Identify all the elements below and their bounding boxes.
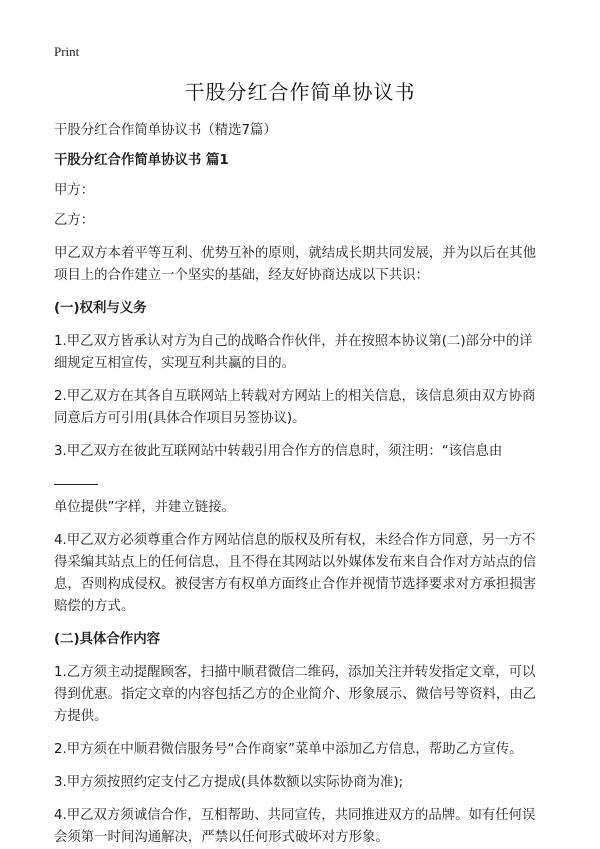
party-a-label: 甲方： xyxy=(54,183,95,198)
paragraph-line: 得到优惠。指定文章的内容包括乙方的企业简介、形象展示、微信号等资料，由乙 xyxy=(54,687,537,702)
section-1-item-2 xyxy=(54,386,554,430)
paragraph-line: 单位提供”字样，并建立链接。 xyxy=(54,500,236,515)
paragraph-line: 会须第一时间沟通解决，严禁以任何形式破坏对方形象。 xyxy=(54,830,389,845)
section-1-item-4 xyxy=(54,530,554,618)
document-title: 干股分红合作简单协议书 xyxy=(184,80,416,104)
paragraph-line: 项目上的合作建立一个坚实的基础，经友好协商达成以下共识： xyxy=(54,268,429,283)
print-link[interactable]: Print xyxy=(54,44,80,59)
section-2-item-4 xyxy=(54,805,554,849)
paragraph-line: 3.甲乙双方在彼此互联网站中转载引用合作方的信息时，须注明：“该信息由 xyxy=(54,444,503,459)
section-1-heading: (一)权利与义务 xyxy=(54,301,147,316)
paragraph-line: 赔偿的方式。 xyxy=(54,599,135,614)
intro-paragraph xyxy=(54,243,554,287)
paragraph-line: 4.甲乙双方须诚信合作，互相帮助、共同宣传，共同推进双方的品牌。如有任何误 xyxy=(54,808,536,823)
party-b-label: 乙方： xyxy=(54,213,95,228)
paragraph-line: 得采编其站点上的任何信息，且不得在其网站以外媒体发布来自合作对方站点的信 xyxy=(54,555,537,570)
paragraph-line: 1.甲乙双方皆承认对方为自己的战略合作伙伴，并在按照本协议第(二)部分中的详 xyxy=(54,334,533,349)
paragraph-line: 2.甲乙双方在其各自互联网站上转载对方网站上的相关信息，该信息须由双方协商 xyxy=(54,389,536,404)
blank-fill-line xyxy=(54,484,98,485)
section-2-item-1 xyxy=(54,662,554,728)
paragraph-line: 细规定互相宣传，实现互利共赢的目的。 xyxy=(54,356,296,371)
paragraph-line: 甲乙双方本着平等互利、优势互补的原则，就结成长期共同发展，并为以后在其他 xyxy=(54,246,537,261)
document-body xyxy=(54,120,554,849)
section-1-item-1 xyxy=(54,331,554,375)
paragraph-line: 方提供。 xyxy=(54,709,108,724)
section-1-item-3 xyxy=(54,441,554,519)
paragraph-line: 4.甲乙双方必须尊重合作方网站信息的版权及所有权，未经合作方同意，另一方不 xyxy=(54,533,536,548)
section-2-item-3: 3.甲方须按照约定支付乙方提成(具体数额以实际协商为准); xyxy=(54,775,404,790)
paragraph-line: 1.乙方须主动提醒顾客，扫描中顺君微信二维码，添加关注并转发指定文章，可以 xyxy=(54,665,536,680)
article-heading: 干股分红合作简单协议书 篇1 xyxy=(54,153,229,168)
paragraph-line: 同意后方可引用(具体合作项目另签协议)。 xyxy=(54,411,306,426)
paragraph-line: 息，否则构成侵权。被侵害方有权单方面终止合作并视情节选择要求对方承担损害 xyxy=(54,577,537,592)
section-2-item-2: 2.甲方须在中顺君微信服务号“合作商家”菜单中添加乙方信息，帮助乙方宣传。 xyxy=(54,742,523,757)
document-subtitle: 干股分红合作简单协议书（精选7篇） xyxy=(54,123,277,138)
section-2-heading: (二)具体合作内容 xyxy=(54,632,160,647)
